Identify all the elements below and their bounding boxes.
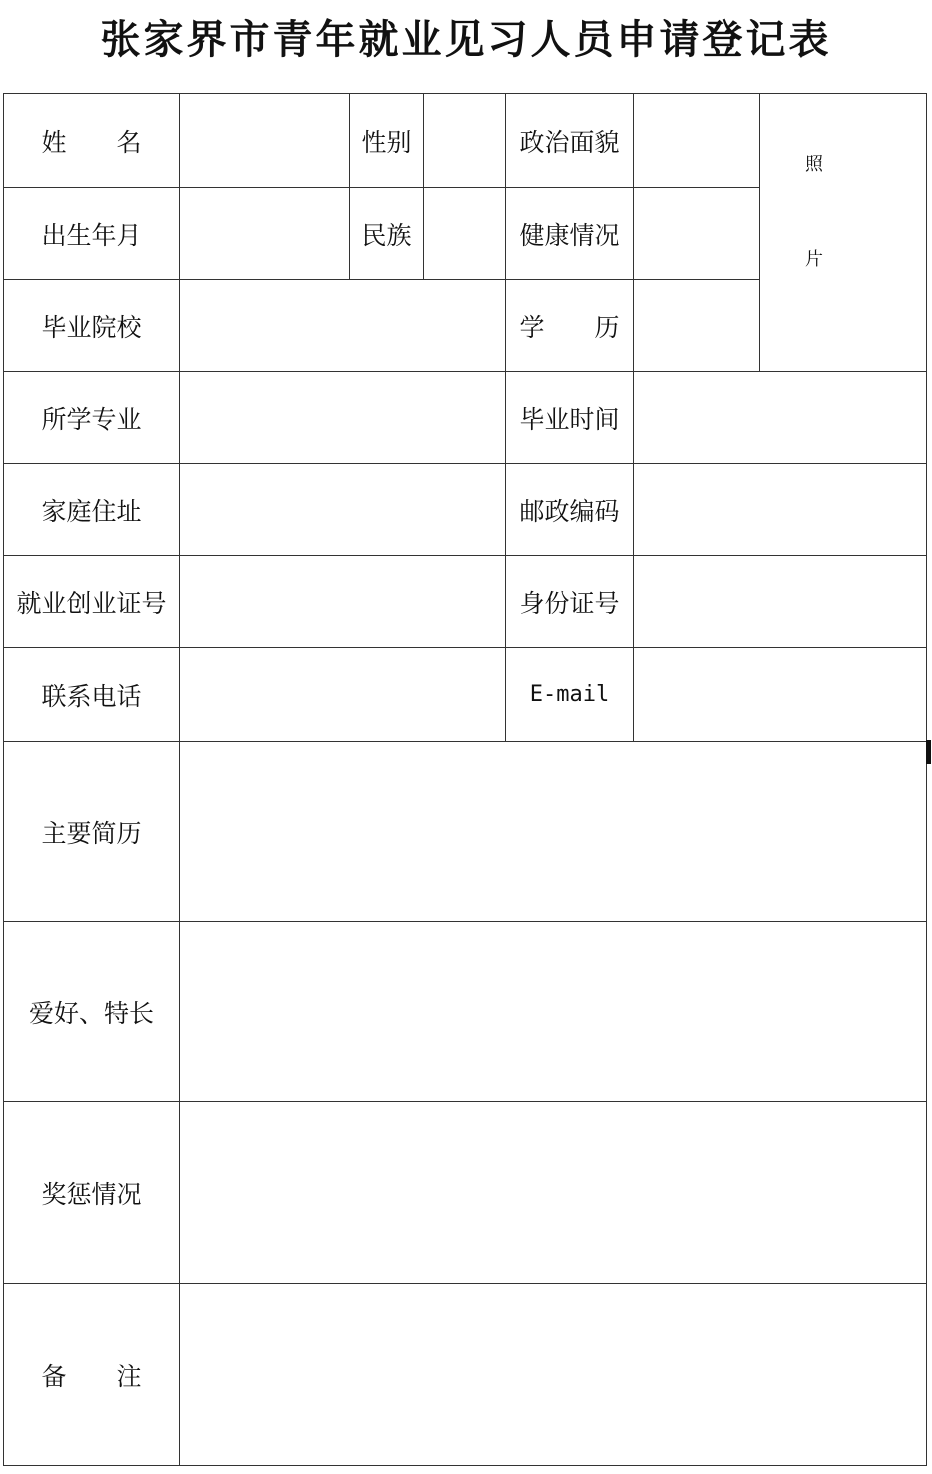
field-major[interactable]: [179, 371, 506, 464]
label-ethnicity: 民族: [349, 187, 424, 280]
label-name: 姓 名: [3, 93, 180, 188]
label-rewards: 奖惩情况: [3, 1101, 180, 1284]
field-grad-time[interactable]: [633, 371, 927, 464]
field-rewards[interactable]: [179, 1101, 927, 1284]
label-employment-cert: 就业创业证号: [3, 555, 180, 648]
label-major: 所学专业: [3, 371, 180, 464]
label-gender: 性别: [349, 93, 424, 188]
label-political: 政治面貌: [505, 93, 634, 188]
field-ethnicity[interactable]: [423, 187, 506, 280]
label-health: 健康情况: [505, 187, 634, 280]
label-hobbies: 爱好、特长: [3, 921, 180, 1102]
photo-label-2: 片: [805, 249, 823, 270]
field-birth[interactable]: [179, 187, 350, 280]
field-address[interactable]: [179, 463, 506, 556]
field-phone[interactable]: [179, 647, 506, 742]
photo-box[interactable]: [759, 93, 927, 372]
label-postcode: 邮政编码: [505, 463, 634, 556]
field-employment-cert[interactable]: [179, 555, 506, 648]
label-school: 毕业院校: [3, 279, 180, 372]
label-email: E-mail: [505, 647, 634, 742]
field-school[interactable]: [179, 279, 506, 372]
label-address: 家庭住址: [3, 463, 180, 556]
label-remarks: 备 注: [3, 1283, 180, 1466]
label-phone: 联系电话: [3, 647, 180, 742]
field-resume[interactable]: [179, 741, 927, 922]
edge-mark: [926, 740, 931, 764]
label-resume: 主要简历: [3, 741, 180, 922]
field-postcode[interactable]: [633, 463, 927, 556]
field-health[interactable]: [633, 187, 760, 280]
label-id-number: 身份证号: [505, 555, 634, 648]
label-grad-time: 毕业时间: [505, 371, 634, 464]
field-hobbies[interactable]: [179, 921, 927, 1102]
photo-label-1: 照: [805, 154, 823, 175]
form-title: 张家界市青年就业见习人员申请登记表: [100, 16, 832, 63]
field-id-number[interactable]: [633, 555, 927, 648]
label-education: 学 历: [505, 279, 634, 372]
label-birth: 出生年月: [3, 187, 180, 280]
field-gender[interactable]: [423, 93, 506, 188]
field-remarks[interactable]: [179, 1283, 927, 1466]
field-political[interactable]: [633, 93, 760, 188]
field-email[interactable]: [633, 647, 927, 742]
field-name[interactable]: [179, 93, 350, 188]
field-education[interactable]: [633, 279, 760, 372]
